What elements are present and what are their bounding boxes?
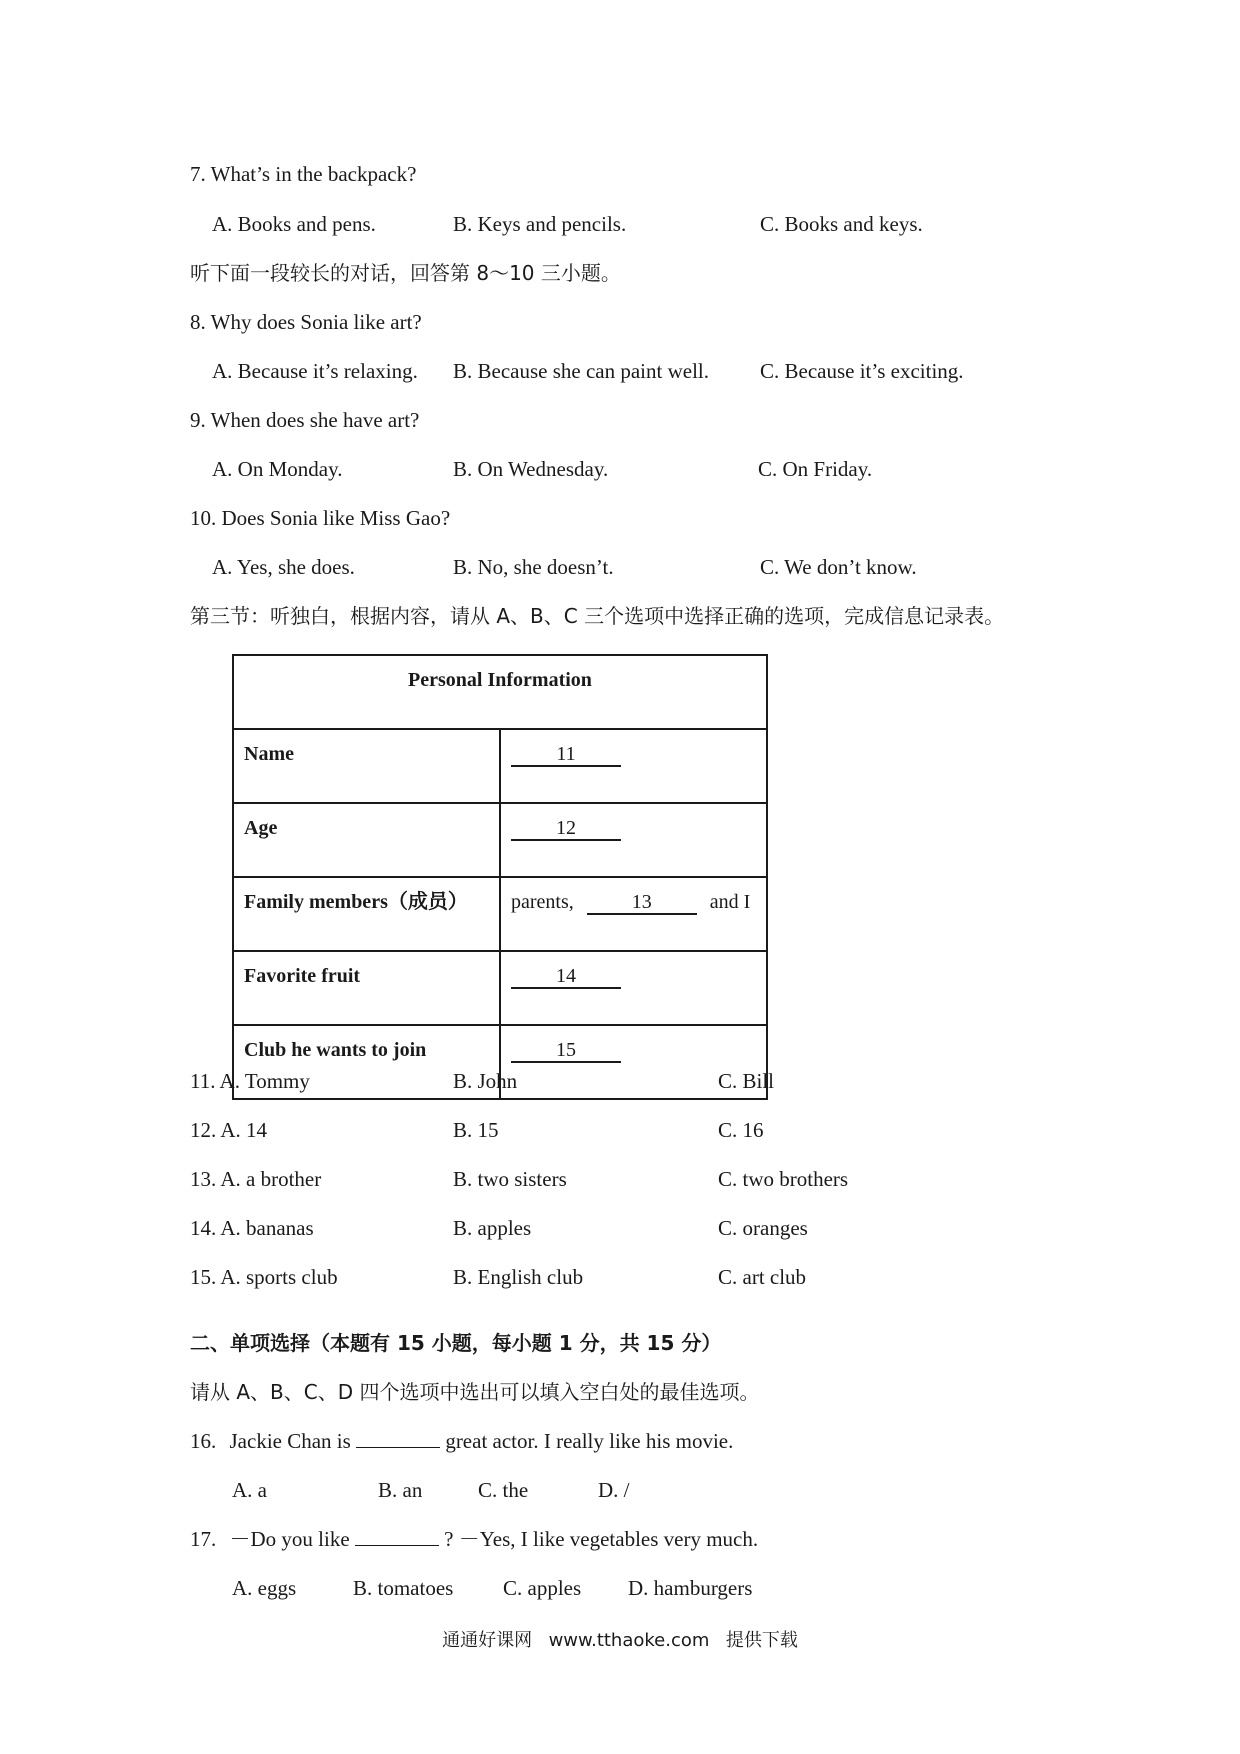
part-2-heading: 二、单项选择（本题有 15 小题，每小题 1 分，共 15 分） (190, 1331, 722, 1355)
footer-site-name: 通通好课网 (442, 1630, 533, 1651)
question-11-option-c: C. Bill (718, 1069, 775, 1093)
question-15-option-b: B. English club (453, 1265, 584, 1289)
question-16-blank (356, 1427, 440, 1448)
question-12-option-a: 12. A. 14 (190, 1118, 268, 1142)
question-17-number: 17. (190, 1527, 217, 1551)
table-header-row (233, 655, 767, 729)
question-13-option-a: 13. A. a brother (190, 1167, 322, 1191)
question-9-option-a: A. On Monday. (212, 457, 343, 481)
question-9-option-b: B. On Wednesday. (453, 457, 609, 481)
question-17-text-after: ? －Yes, I like vegetables very much. (444, 1527, 759, 1551)
question-17-option-a: A. eggs (232, 1576, 297, 1600)
footer-url: www.tthaoke.com (548, 1630, 710, 1651)
row-value-prefix: parents, (511, 891, 574, 913)
blank-13: 13 (587, 891, 697, 915)
question-16-option-b: B. an (378, 1478, 423, 1502)
row-value (500, 803, 767, 877)
question-9-stem: 9. When does she have art? (190, 408, 420, 432)
question-16-option-c: C. the (478, 1478, 529, 1502)
blank-11: 11 (511, 743, 621, 767)
instruction-8-10: 听下面一段较长的对话，回答第 8～10 三小题。 (190, 261, 621, 285)
table-row (233, 803, 767, 877)
question-17-option-d: D. hamburgers (628, 1576, 753, 1600)
row-label: Club he wants to join (233, 1025, 500, 1099)
question-10-option-a: A. Yes, she does. (212, 555, 355, 579)
question-17-option-b: B. tomatoes (353, 1576, 454, 1600)
question-7-stem: 7. What’s in the backpack? (190, 162, 417, 186)
question-14-option-b: B. apples (453, 1216, 532, 1240)
row-value (500, 877, 767, 951)
table-row (233, 877, 767, 951)
question-15-option-a: 15. A. sports club (190, 1265, 338, 1289)
question-8-stem: 8. Why does Sonia like art? (190, 310, 422, 334)
question-11-option-b: B. John (453, 1069, 518, 1093)
question-9-option-c: C. On Friday. (758, 457, 873, 481)
row-label: Name (233, 729, 500, 803)
row-label: Age (233, 803, 500, 877)
question-8-option-a: A. Because it’s relaxing. (212, 359, 418, 383)
question-14-option-c: C. oranges (718, 1216, 808, 1240)
question-10-stem: 10. Does Sonia like Miss Gao? (190, 506, 451, 530)
question-7-option-b: B. Keys and pencils. (453, 212, 627, 236)
table-row (233, 951, 767, 1025)
row-value (500, 729, 767, 803)
blank-12: 12 (511, 817, 621, 841)
question-11-option-a: 11. A. Tommy (190, 1069, 310, 1093)
blank-14: 14 (511, 965, 621, 989)
question-7-option-c: C. Books and keys. (760, 212, 923, 236)
question-16-text-before: Jackie Chan is (229, 1429, 351, 1453)
row-label: Favorite fruit (233, 951, 500, 1025)
table-title: Personal Information (233, 655, 767, 729)
question-15-option-c: C. art club (718, 1265, 807, 1289)
question-17-option-c: C. apples (503, 1576, 582, 1600)
question-12-option-c: C. 16 (718, 1118, 764, 1142)
question-16-stem (190, 1427, 733, 1455)
question-16-option-a: A. a (232, 1478, 267, 1502)
blank-15: 15 (511, 1039, 621, 1063)
row-value (500, 951, 767, 1025)
page-footer (0, 1628, 1240, 1653)
question-17-blank (355, 1525, 439, 1546)
question-12-option-b: B. 15 (453, 1118, 499, 1142)
question-16-number: 16. (190, 1429, 217, 1453)
question-8-option-b: B. Because she can paint well. (453, 359, 709, 383)
table-row (233, 729, 767, 803)
question-13-option-c: C. two brothers (718, 1167, 849, 1191)
question-7-option-a: A. Books and pens. (212, 212, 376, 236)
footer-suffix: 提供下载 (725, 1630, 798, 1651)
question-16-option-d: D. / (598, 1478, 630, 1502)
row-value-suffix: and I (709, 891, 751, 913)
question-10-option-b: B. No, she doesn’t. (453, 555, 614, 579)
question-13-option-b: B. two sisters (453, 1167, 567, 1191)
personal-info-table (232, 654, 768, 1100)
question-17-stem (190, 1525, 758, 1553)
question-16-text-after: great actor. I really like his movie. (445, 1429, 734, 1453)
question-10-option-c: C. We don’t know. (760, 555, 917, 579)
part-2-instruction: 请从 A、B、C、D 四个选项中选出可以填入空白处的最佳选项。 (190, 1380, 760, 1404)
section-3-instruction: 第三节：听独白，根据内容，请从 A、B、C 三个选项中选择正确的选项，完成信息记录表。 (190, 604, 1005, 628)
question-8-option-c: C. Because it’s exciting. (760, 359, 964, 383)
question-14-option-a: 14. A. bananas (190, 1216, 314, 1240)
row-label: Family members（成员） (233, 877, 500, 951)
question-17-text-before: －Do you like (229, 1527, 350, 1551)
